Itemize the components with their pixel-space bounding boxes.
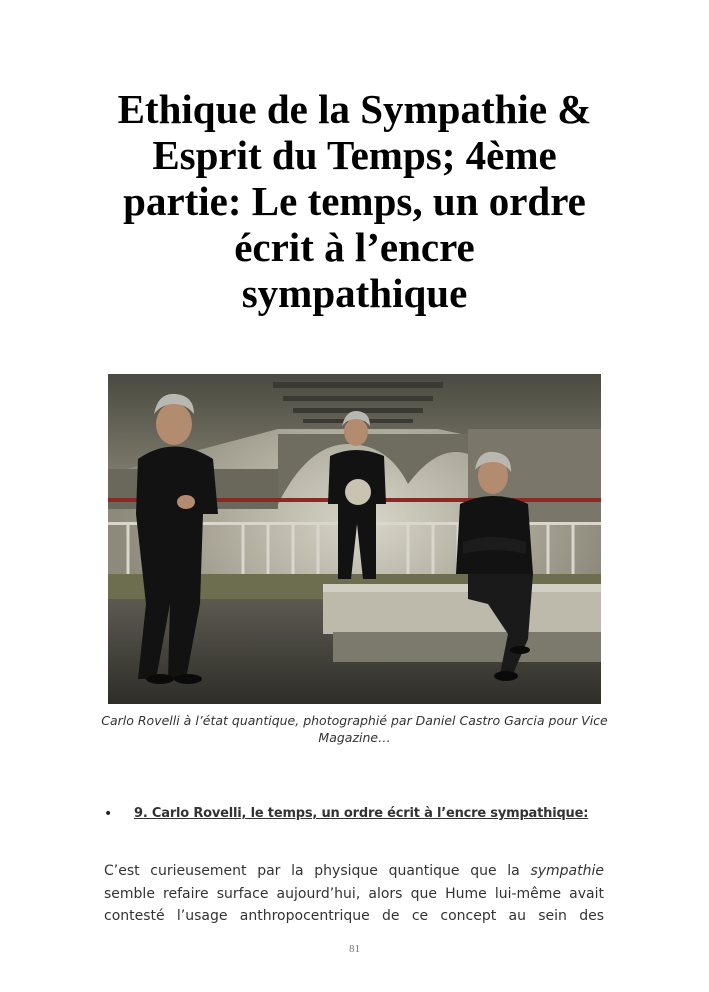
page-number: 81 [349, 943, 360, 955]
photo-caption [100, 712, 609, 746]
body-text-segment: C’est curieusement par la physique quantique que la [104, 863, 520, 879]
bullet-icon: • [104, 806, 113, 822]
photo-illustration [108, 374, 601, 704]
page-title [90, 86, 619, 316]
photo-carlo-rovelli [108, 374, 601, 704]
title-line: Ethique de la Sympathie & [117, 86, 592, 132]
caption-line: Magazine… [318, 730, 391, 745]
body-emphasis: sympathie [530, 863, 604, 879]
body-line: semble refaire surface aujourd’hui, alors que Hume lui-même avait [104, 885, 604, 902]
body-paragraph [104, 860, 604, 928]
title-line: écrit à l’encre [234, 224, 475, 270]
section-list-item [104, 805, 624, 823]
caption-line: Carlo Rovelli à l’état quantique, photographié par Daniel Castro Garcia pour Vice [101, 713, 608, 728]
body-line: contesté l’usage anthropocentrique de ce concept au sein des [104, 908, 604, 924]
body-line [104, 860, 604, 883]
title-line: partie: Le temps, un ordre [123, 178, 586, 224]
title-line: Esprit du Temps; 4ème [152, 132, 557, 178]
section-heading: 9. Carlo Rovelli, le temps, un ordre écrit à l’encre sympathique: [134, 806, 589, 821]
title-line: sympathique [241, 270, 468, 316]
